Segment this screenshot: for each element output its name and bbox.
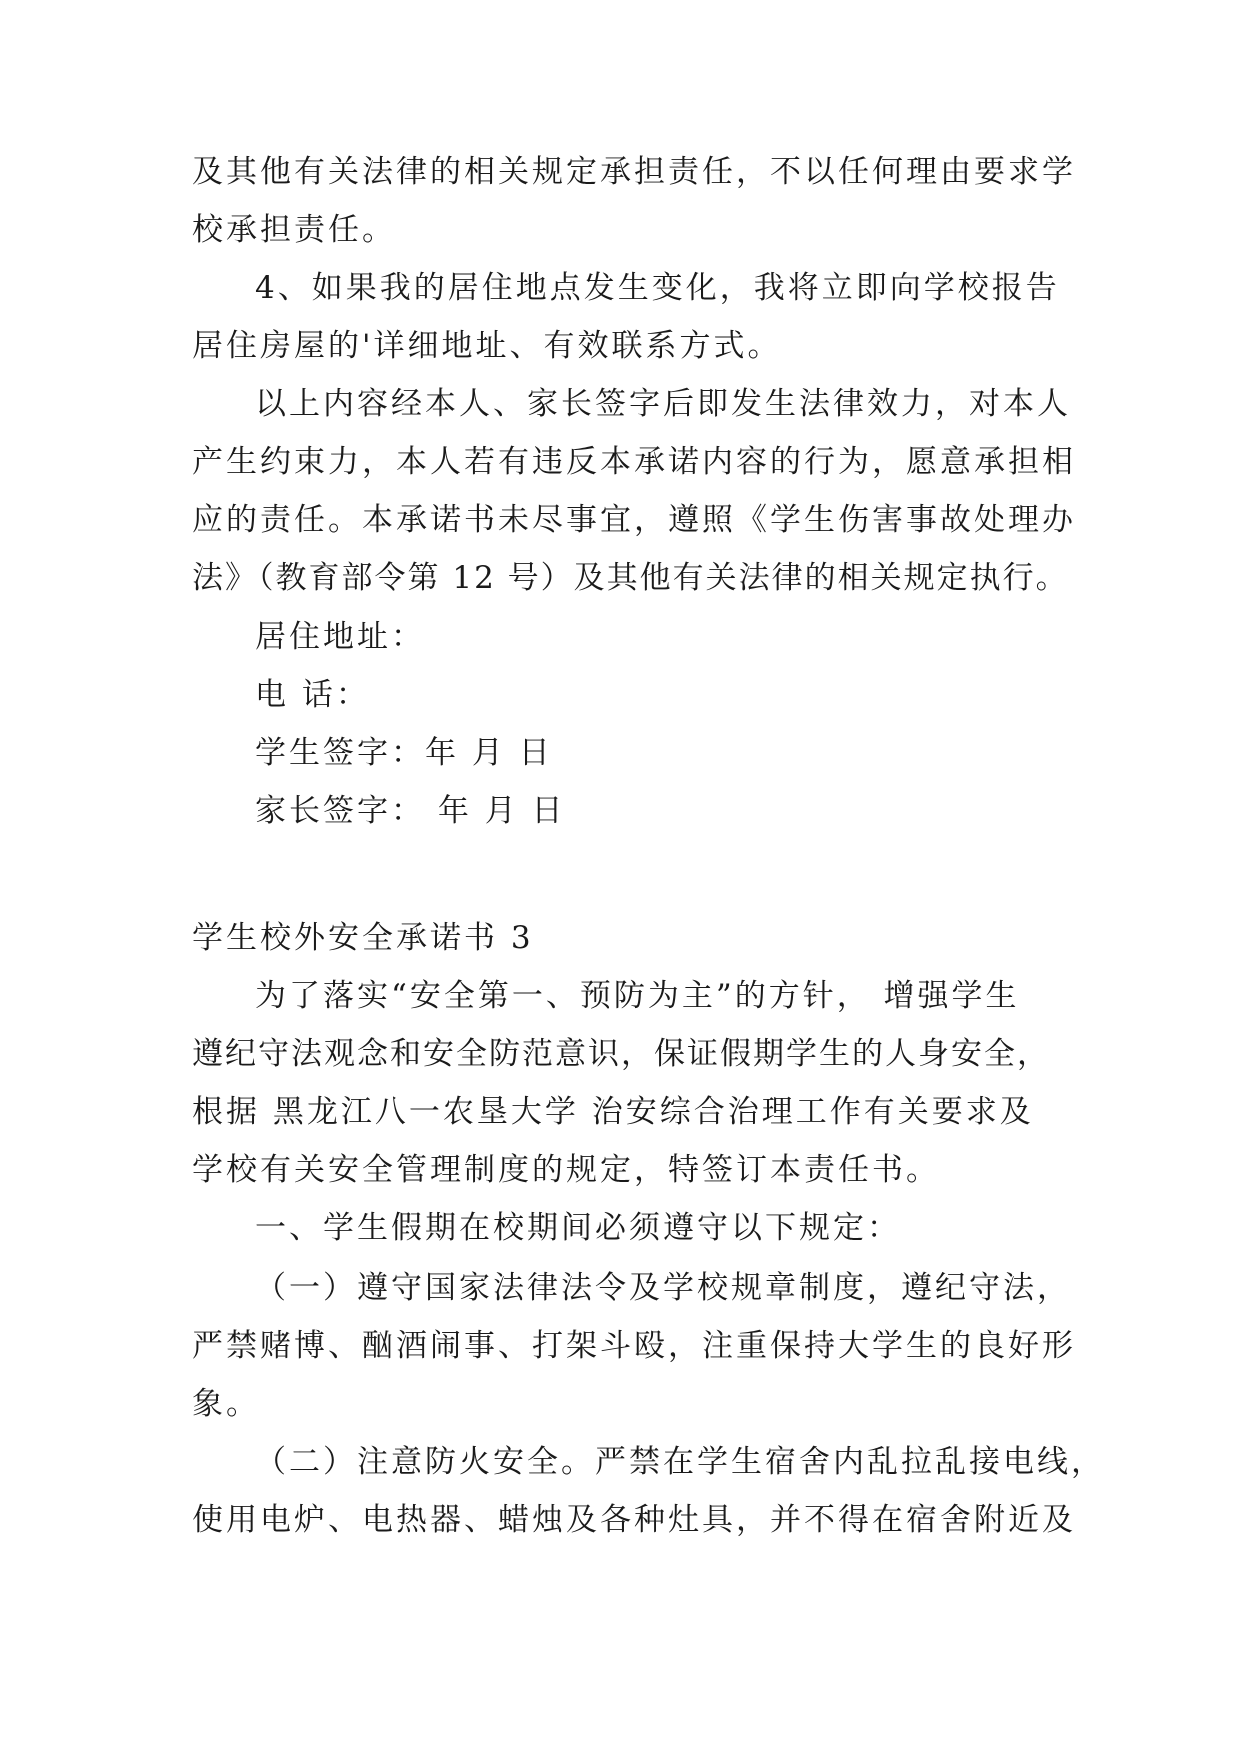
rule-heading: 一、学生假期在校期间必须遵守以下规定：: [255, 1210, 901, 1246]
body-text-line: 产生约束力，本人若有违反本承诺内容的行为，愿意承担相: [192, 444, 1076, 480]
body-text-line: 使用电炉、电热器、蜡烛及各种灶具，并不得在宿舍附近及: [192, 1502, 1076, 1538]
address-label: 居住地址：: [255, 619, 425, 655]
body-text-line: 根据 黑龙江八一农垦大学 治安综合治理工作有关要求及: [192, 1094, 1034, 1130]
body-text-line: 居住房屋的'详细地址、有效联系方式。: [192, 328, 782, 364]
body-text-line: 象。: [192, 1386, 260, 1422]
phone-label: 电 话：: [255, 677, 370, 713]
body-text-line: 严禁赌博、酗酒闹事、打架斗殴，注重保持大学生的良好形: [192, 1328, 1076, 1364]
paragraph-item4: 4、如果我的居住地点发生变化，我将立即向学校报告: [255, 270, 1060, 306]
section-title: 学生校外安全承诺书 3: [192, 920, 534, 956]
paragraph-effect: 以上内容经本人、家长签字后即发生法律效力，对本人: [255, 386, 1071, 422]
body-text-line: 法》（教育部令第 12 号）及其他有关法律的相关规定执行。: [192, 560, 1069, 596]
body-text-line: 应的责任。本承诺书未尽事宜，遵照《学生伤害事故处理办: [192, 502, 1076, 538]
rule-2: （二）注意防火安全。严禁在学生宿舍内乱拉乱接电线，: [255, 1444, 1105, 1480]
body-text-line: 遵纪守法观念和安全防范意识，保证假期学生的人身安全，: [192, 1036, 1050, 1072]
body-text-line: 学校有关安全管理制度的规定，特签订本责任书。: [192, 1152, 940, 1188]
parent-signature-line: 家长签字： 年 月 日: [255, 793, 566, 829]
body-text-line: 校承担责任。: [192, 212, 396, 248]
paragraph-intro: 为了落实“安全第一、预防为主”的方针， 增强学生: [255, 978, 1020, 1014]
student-signature-line: 学生签字：年 月 日: [255, 735, 553, 771]
body-text-line: 及其他有关法律的相关规定承担责任，不以任何理由要求学: [192, 154, 1076, 190]
rule-1: （一）遵守国家法律法令及学校规章制度，遵纪守法，: [255, 1270, 1071, 1306]
